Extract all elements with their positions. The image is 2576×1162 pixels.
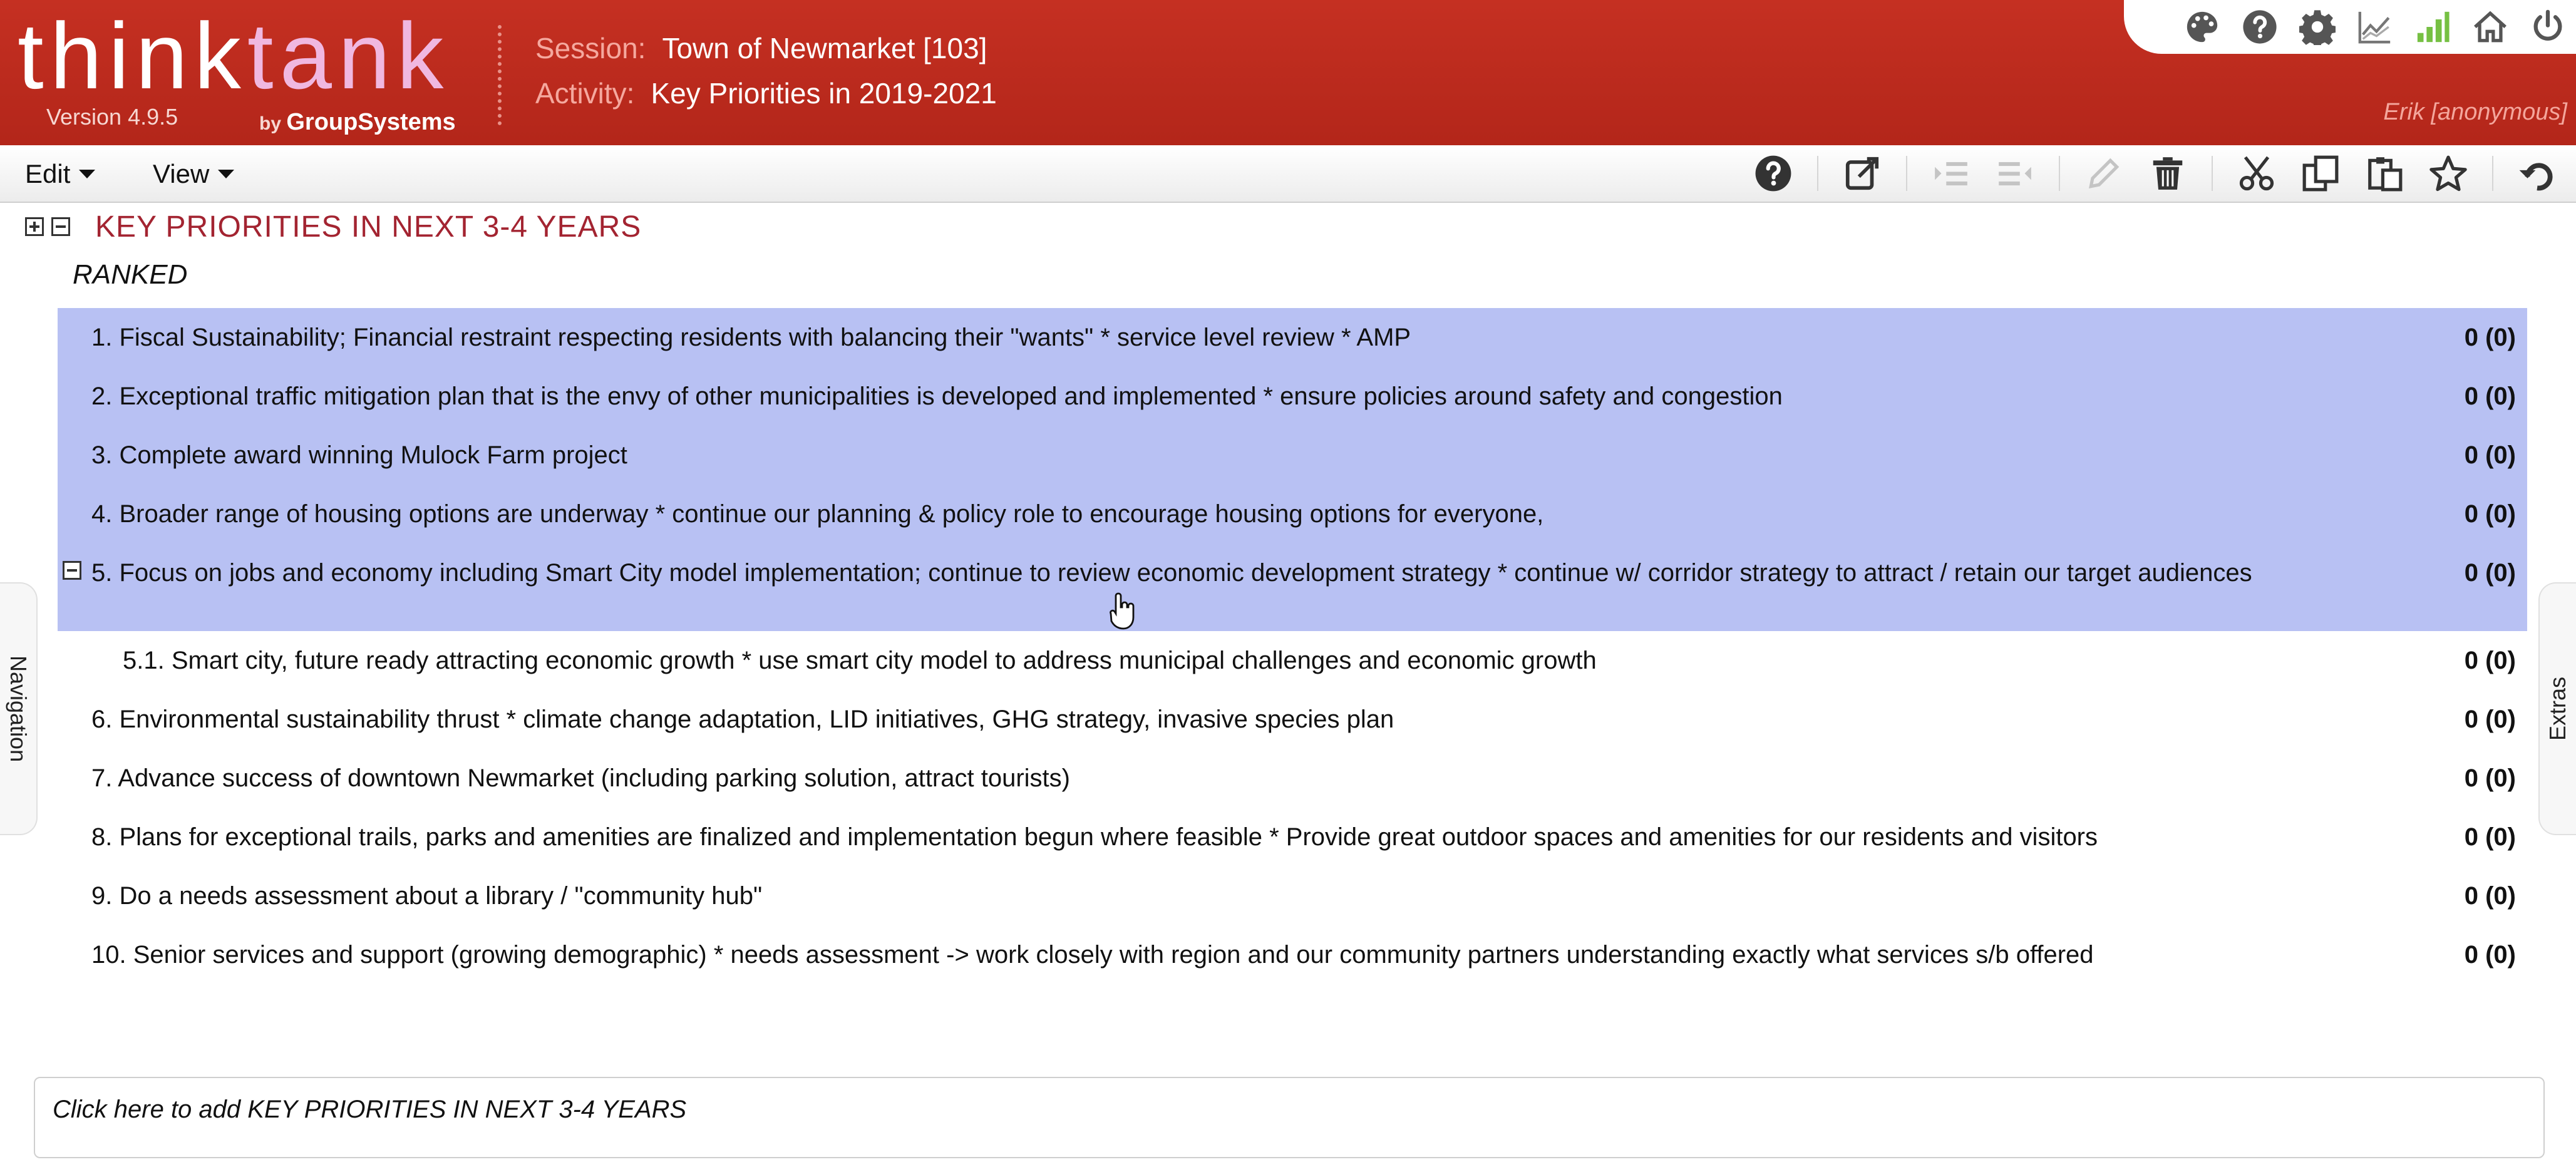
list-item[interactable]: [58, 367, 2527, 426]
hand-cursor-icon: [1108, 591, 1138, 631]
collapse-all-icon[interactable]: [51, 217, 70, 236]
version-label: Version 4.9.5: [46, 104, 178, 130]
list-item[interactable]: [58, 808, 2527, 866]
help-icon[interactable]: [2240, 8, 2279, 46]
list-item[interactable]: [58, 925, 2527, 984]
item-text: 3. Complete award winning Mulock Farm project: [91, 441, 627, 469]
trash-icon[interactable]: [2148, 153, 2188, 193]
list-item[interactable]: [58, 866, 2527, 925]
item-score: 0 (0): [2464, 324, 2516, 351]
star-icon[interactable]: [2428, 153, 2468, 193]
home-icon[interactable]: [2471, 8, 2510, 46]
palette-icon[interactable]: [2183, 8, 2222, 46]
session-label: Session:: [535, 32, 646, 64]
chevron-down-icon: [218, 170, 234, 178]
item-text: 5. Focus on jobs and economy including Smart City model implementation; continue to review economic development strategy * continue w/ corridor strategy to attract / retain our target audiences: [91, 559, 2252, 587]
session-info: [535, 31, 987, 65]
item-score: 0 (0): [2464, 882, 2516, 910]
item-text: 1. Fiscal Sustainability; Financial restraint respecting residents with balancing their "wants" * service level review * AMP: [91, 324, 1411, 351]
item-score: 0 (0): [2464, 764, 2516, 792]
priority-list: [58, 308, 2527, 984]
power-icon[interactable]: [2528, 8, 2567, 46]
paste-icon[interactable]: [2364, 153, 2404, 193]
thinktank-logo: [18, 3, 481, 135]
toolbar-separator: [1906, 156, 1907, 191]
list-item-child[interactable]: [58, 631, 2527, 690]
logo-wordmark: thinktank: [18, 3, 450, 108]
copy-icon[interactable]: [2300, 153, 2341, 193]
collapse-item-icon[interactable]: [63, 561, 81, 580]
brainstorm-content: [0, 202, 2576, 1162]
add-item-prompt: Click here to add KEY PRIORITIES IN NEXT 3-4 YEARS: [53, 1096, 687, 1123]
edit-menu[interactable]: Edit: [25, 159, 95, 189]
undo-icon[interactable]: [2517, 153, 2557, 193]
top-icon-bar: [2124, 0, 2576, 54]
toolbar: [0, 145, 2576, 203]
app-header: [0, 0, 2576, 145]
item-score: 0 (0): [2464, 647, 2516, 674]
toolbar-separator: [1817, 156, 1818, 191]
list-item[interactable]: [58, 749, 2527, 808]
item-text: 7. Advance success of downtown Newmarket (including parking solution, attract tourists): [91, 764, 1070, 792]
chevron-down-icon: [79, 170, 95, 178]
pencil-icon[interactable]: [2084, 153, 2124, 193]
header-divider: [498, 25, 502, 125]
gear-icon[interactable]: [2298, 8, 2337, 46]
activity-label: Activity:: [535, 77, 635, 110]
item-score: 0 (0): [2464, 823, 2516, 851]
activity-value: Key Priorities in 2019-2021: [651, 77, 997, 110]
activity-info: [535, 76, 997, 110]
list-item[interactable]: [58, 426, 2527, 485]
item-score: 0 (0): [2464, 441, 2516, 469]
item-text: 9. Do a needs assessment about a library / "community hub": [91, 882, 763, 910]
expand-all-icon[interactable]: [25, 217, 44, 236]
signal-bars-icon: [2413, 8, 2452, 46]
item-text: 10. Senior services and support (growing demographic) * needs assessment -> work closely with region and our community partners understanding exactly what services s/b offered: [91, 941, 2094, 969]
section-title[interactable]: KEY PRIORITIES IN NEXT 3-4 YEARS: [95, 210, 642, 244]
chart-line-icon[interactable]: [2356, 8, 2394, 46]
toolbar-separator: [2212, 156, 2213, 191]
item-score: 0 (0): [2464, 941, 2516, 969]
section-header: [25, 208, 641, 245]
toolbar-tools: [1753, 152, 2557, 195]
list-item[interactable]: [58, 485, 2527, 543]
item-score: 0 (0): [2464, 559, 2516, 587]
list-item[interactable]: [58, 308, 2527, 367]
item-text: 4. Broader range of housing options are underway * continue our planning & policy role to encourage housing options for everyone,: [91, 500, 1544, 528]
indent-icon[interactable]: [1931, 153, 1971, 193]
item-text: 2. Exceptional traffic mitigation plan that is the envy of other municipalities is developed and implemented * ensure policies around safety and congestion: [91, 383, 1783, 410]
item-text: 5.1. Smart city, future ready attracting economic growth * use smart city model to address municipal challenges and economic growth: [123, 647, 1597, 674]
item-text: 6. Environmental sustainability thrust * climate change adaptation, LID initiatives, GHG strategy, invasive species plan: [91, 706, 1394, 733]
toolbar-separator: [2059, 156, 2060, 191]
session-value: Town of Newmarket [103]: [662, 32, 987, 64]
view-menu[interactable]: View: [153, 159, 234, 189]
outdent-icon[interactable]: [1995, 153, 2035, 193]
user-name[interactable]: Erik [anonymous]: [2383, 99, 2567, 125]
item-score: 0 (0): [2464, 383, 2516, 410]
item-text: 8. Plans for exceptional trails, parks and amenities are finalized and implementation begun where feasible * Provide great outdoor spaces and amenities for our residents and visitors: [91, 823, 2098, 851]
list-item[interactable]: [58, 690, 2527, 749]
help-icon[interactable]: [1753, 153, 1793, 193]
navigation-tab-label: Navigation: [6, 655, 31, 763]
item-score: 0 (0): [2464, 706, 2516, 733]
scissors-icon[interactable]: [2237, 153, 2277, 193]
logo-byline: by GroupSystems: [259, 109, 456, 135]
item-score: 0 (0): [2464, 500, 2516, 528]
add-item-input[interactable]: [34, 1077, 2545, 1158]
extras-tab-label: Extras: [2545, 676, 2570, 741]
toolbar-separator: [2492, 156, 2493, 191]
ranked-label: RANKED: [73, 259, 188, 290]
list-item[interactable]: [58, 543, 2527, 631]
external-edit-icon[interactable]: [1842, 153, 1882, 193]
